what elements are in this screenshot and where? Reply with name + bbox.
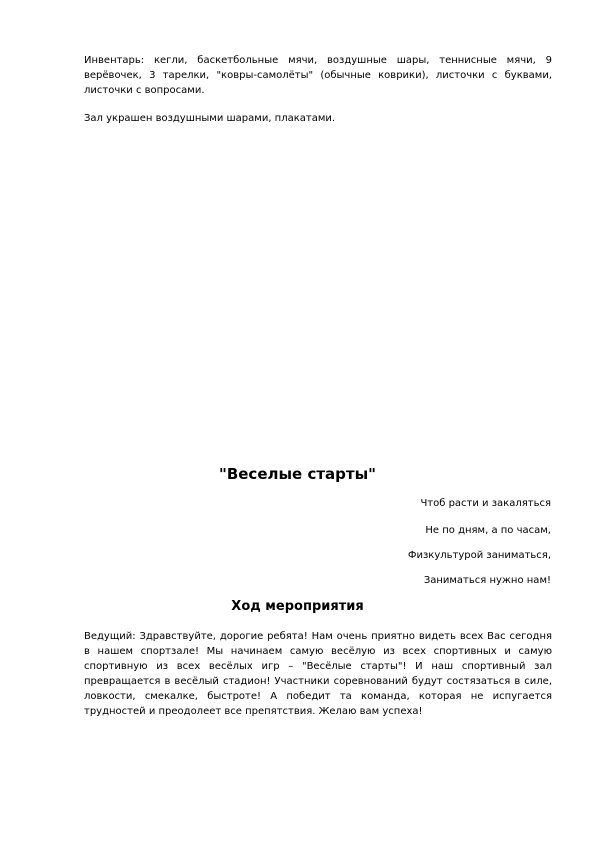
inventory-paragraph: Инвентарь: кегли, баскетбольные мячи, воздушные шары, теннисные мячи, 9 верёвочек, 3 тарелки, "ковры-самолёты" (обычные коврики), листочки с буквами, листочки с вопросами.	[84, 55, 552, 96]
poem-line: Не по дням, а по часам,	[425, 525, 551, 536]
poem-line: Физкультурой заниматься,	[407, 550, 551, 561]
event-title: "Веселые старты"	[219, 465, 376, 483]
poem-line: Заниматься нужно нам!	[423, 575, 551, 586]
section-heading: Ход мероприятия	[231, 599, 364, 614]
host-speech-paragraph: Ведущий: Здравствуйте, дорогие ребята! Нам очень приятно видеть всех Вас сегодня в нашем спортзале! Мы начинаем самую весёлую из всех спортивных и самую спортивную из всех весёлых игр – "Весёлые старты"! И наш спортивный зал превращается в весёлый стадион! Участники соревнований будут состязаться в силе, ловкости, смекалке, быстроте! А победит та команда, которая не испугается трудностей и преодолеет все препятствия. Желаю вам успеха!	[84, 631, 552, 717]
poem-line: Чтоб расти и закаляться	[420, 498, 551, 509]
decor-paragraph: Зал украшен воздушными шарами, плакатами.	[84, 113, 336, 124]
